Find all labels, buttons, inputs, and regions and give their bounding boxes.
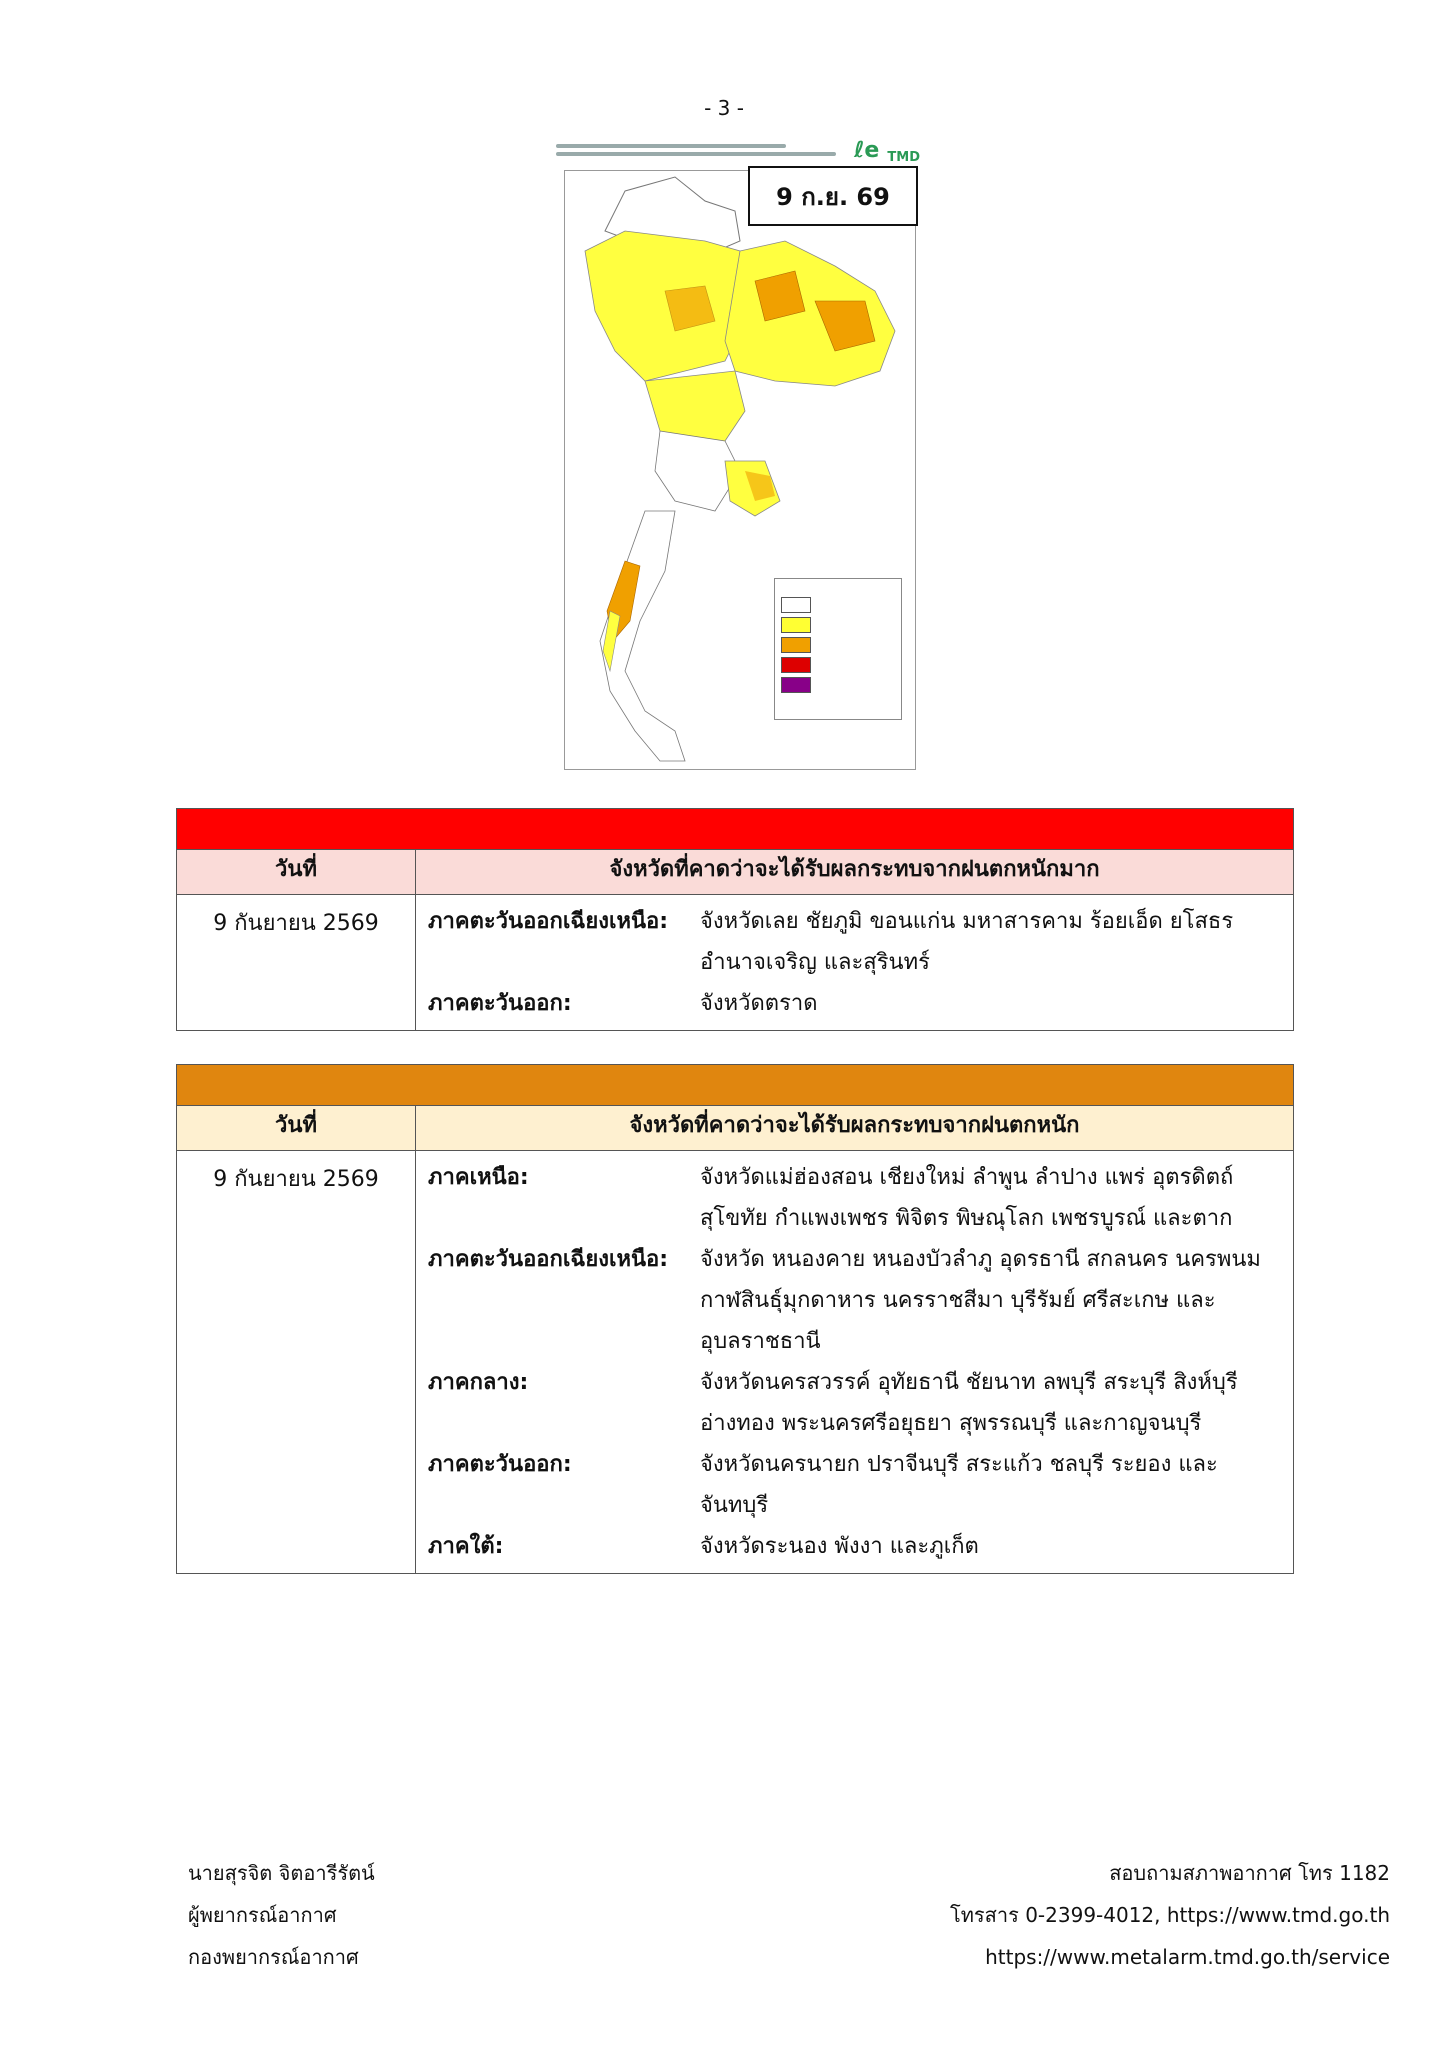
legend-swatch bbox=[781, 597, 811, 613]
region-name: ภาคตะวันออกเฉียงเหนือ: bbox=[428, 909, 669, 934]
region-row bbox=[428, 1239, 1283, 1362]
region-row bbox=[428, 983, 1283, 1024]
legend-item bbox=[781, 677, 895, 693]
region-name: ภาคกลาง: bbox=[428, 1370, 529, 1395]
legend-item bbox=[781, 657, 895, 673]
very-heavy-rain-color-bar bbox=[177, 809, 1294, 850]
contact-fax-website: โทรสาร 0-2399-4012, https://www.tmd.go.th bbox=[950, 1903, 1390, 1927]
regions-cell bbox=[416, 1151, 1294, 1574]
forecaster-division: กองพยากรณ์อากาศ bbox=[188, 1945, 359, 1969]
column-header-date: วันที่ bbox=[177, 850, 416, 895]
region-provinces: จังหวัดตราด bbox=[700, 991, 818, 1016]
map-date-label: 9 ก.ย. 69 bbox=[748, 166, 918, 226]
legend-swatch bbox=[781, 657, 811, 673]
contact-info bbox=[950, 1852, 1390, 1978]
region-row bbox=[428, 1444, 1283, 1526]
region-name: ภาคตะวันออก: bbox=[428, 991, 572, 1016]
heavy-rain-table bbox=[176, 1064, 1294, 1574]
region-name: ภาคเหนือ: bbox=[428, 1165, 529, 1190]
region-row bbox=[428, 901, 1283, 983]
region-name: ภาคตะวันออกเฉียงเหนือ: bbox=[428, 1247, 669, 1272]
legend-item bbox=[781, 617, 895, 633]
region-row bbox=[428, 1157, 1283, 1239]
page-number: - 3 - bbox=[704, 96, 744, 120]
region-name: ภาคตะวันออก: bbox=[428, 1452, 572, 1477]
legend-label bbox=[815, 660, 895, 670]
column-header-provinces: จังหวัดที่คาดว่าจะได้รับผลกระทบจากฝนตกหนัก bbox=[416, 1106, 1294, 1151]
forecaster-signature bbox=[188, 1852, 375, 1978]
contact-phone: สอบถามสภาพอากาศ โทร 1182 bbox=[1109, 1861, 1390, 1885]
column-header-date: วันที่ bbox=[177, 1106, 416, 1151]
table-row bbox=[177, 895, 1294, 1031]
region-row bbox=[428, 1362, 1283, 1444]
tmd-logo: ℓe TMD bbox=[854, 138, 920, 165]
legend-label bbox=[815, 620, 895, 630]
map-caption bbox=[556, 140, 846, 166]
date-cell: 9 กันยายน 2569 bbox=[177, 895, 416, 1031]
legend-swatch bbox=[781, 637, 811, 653]
region-row bbox=[428, 1526, 1283, 1567]
contact-service-link[interactable]: https://www.metalarm.tmd.go.th/service bbox=[985, 1945, 1390, 1969]
heavy-rain-color-bar bbox=[177, 1065, 1294, 1106]
legend-swatch bbox=[781, 617, 811, 633]
legend-label bbox=[815, 600, 895, 610]
date-cell: 9 กันยายน 2569 bbox=[177, 1151, 416, 1574]
legend-item bbox=[781, 597, 895, 613]
regions-cell bbox=[416, 895, 1294, 1031]
rainfall-map-figure bbox=[556, 130, 926, 770]
region-provinces: จังหวัดนครนายก ปราจีนบุรี สระแก้ว ชลบุรี ระยอง และจันทบุรี bbox=[700, 1452, 1218, 1518]
forecaster-name: นายสุรจิต จิตอารีรัตน์ bbox=[188, 1861, 375, 1885]
region-provinces: จังหวัดนครสวรรค์ อุทัยธานี ชัยนาท ลพบุรี สระบุรี สิงห์บุรี อ่างทอง พระนครศรีอยุธยา สุพรรณบุรี และกาญจนบุรี bbox=[700, 1370, 1238, 1436]
map-legend bbox=[774, 578, 902, 720]
region-provinces: จังหวัดระนอง พังงา และภูเก็ต bbox=[700, 1534, 979, 1559]
table-row bbox=[177, 1151, 1294, 1574]
legend-item bbox=[781, 637, 895, 653]
region-provinces: จังหวัดแม่ฮ่องสอน เชียงใหม่ ลำพูน ลำปาง แพร่ อุตรดิตถ์ สุโขทัย กำแพงเพชร พิจิตร พิษณุโลก เพชรบูรณ์ และตาก bbox=[700, 1165, 1234, 1231]
legend-label bbox=[815, 640, 895, 650]
region-provinces: จังหวัด หนองคาย หนองบัวลำภู อุดรธานี สกลนคร นครพนม กาฬสินธุ์มุกดาหาร นครราชสีมา บุรีรัมย์ ศรีสะเกษ และอุบลราชธานี bbox=[700, 1247, 1261, 1354]
legend-title bbox=[775, 583, 901, 593]
legend-swatch bbox=[781, 677, 811, 693]
column-header-provinces: จังหวัดที่คาดว่าจะได้รับผลกระทบจากฝนตกหนักมาก bbox=[416, 850, 1294, 895]
very-heavy-rain-table bbox=[176, 808, 1294, 1031]
region-provinces: จังหวัดเลย ชัยภูมิ ขอนแก่น มหาสารคาม ร้อยเอ็ด ยโสธร อำนาจเจริญ และสุรินทร์ bbox=[700, 909, 1234, 975]
region-name: ภาคใต้: bbox=[428, 1534, 504, 1559]
forecaster-title: ผู้พยากรณ์อากาศ bbox=[188, 1903, 337, 1927]
legend-label bbox=[815, 680, 895, 690]
